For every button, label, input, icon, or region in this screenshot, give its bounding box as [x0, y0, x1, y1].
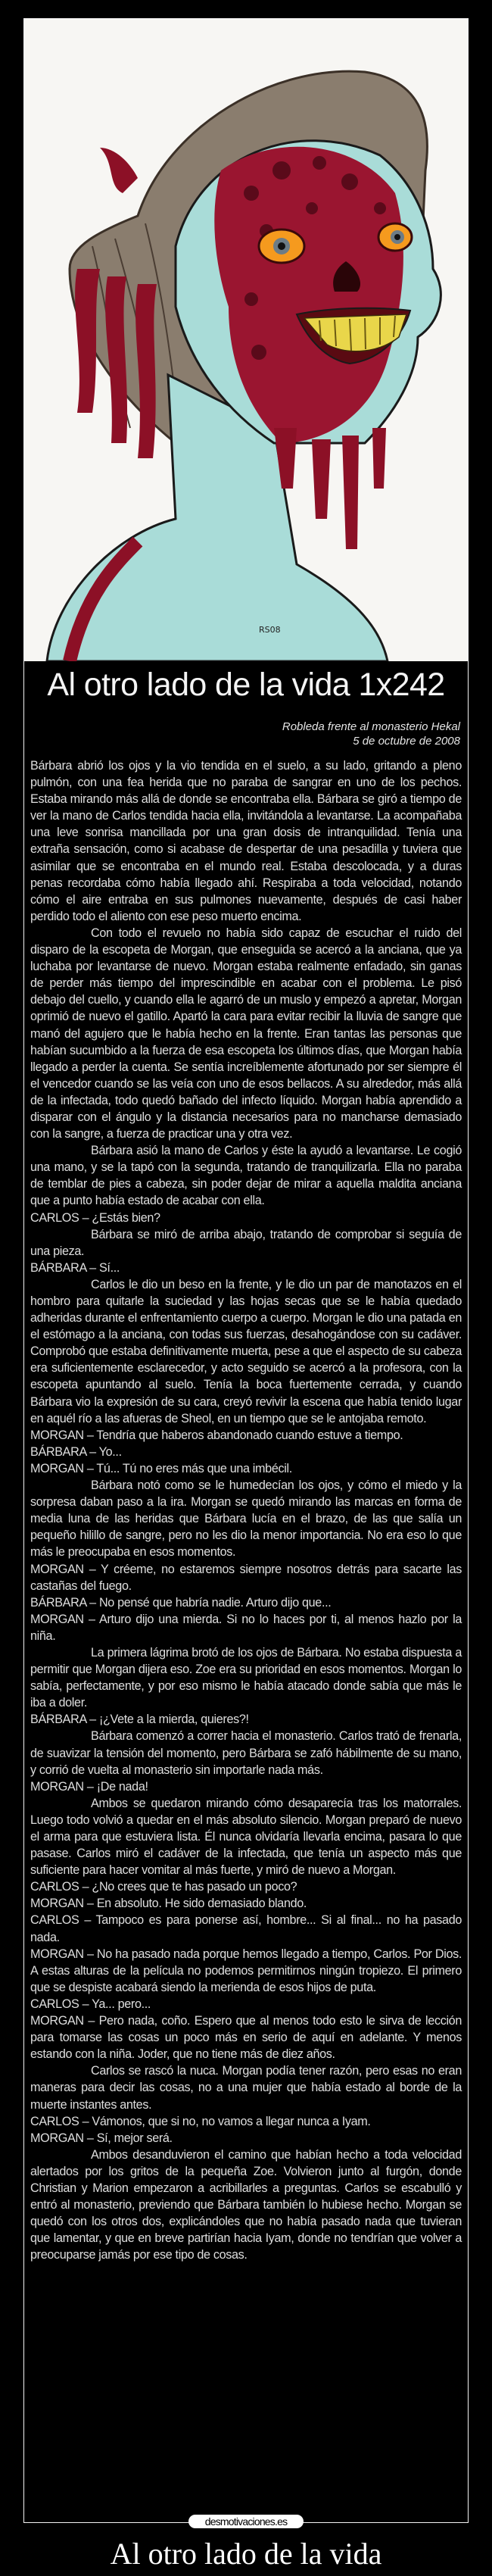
- location: Robleda frente al monasterio Hekal: [282, 720, 460, 733]
- story-paragraph: Bárbara se miró de arriba abajo, tratando de comprobar si seguía de una pieza.: [30, 1227, 462, 1258]
- dialogue-line: CARLOS – Tampoco es para ponerse así, hombre... Si al final... no ha pasado nada.: [30, 1913, 462, 1944]
- location-date: [282, 720, 460, 748]
- story-paragraph: Bárbara abrió los ojos y la vio tendida en el suelo, a su lado, gritando a pleno pulmón, con una fea herida que no paraba de sangrar en uno de los pechos. Estaba mirando más allá de donde se encontraba ella. Bárbara se giró a tiempo de ver la mano de Carlos tendida hacia ella, invitándola a levantarse. La acompañaba una leve sonrisa mancillada por una gran dosis de intranquilidad. Tenía una extraña sensación, como si acabase de despertar de una pesadilla y tuviera que asimilar que se encontraba en el mundo real. Estaba descolocada, y a duras penas recordaba cómo había llegado ahí. Respiraba a toda velocidad, notando cómo el aire entraba en sus pulmones nuevamente, después de casi haber perdido todo el aliento con ese peso muerto encima.: [30, 759, 462, 923]
- dialogue-line: MORGAN – Sí, mejor será.: [30, 2131, 173, 2145]
- story-text: [30, 757, 462, 2263]
- site-logo[interactable]: desmotivaciones.es: [188, 2515, 304, 2528]
- poster-frame: [23, 18, 469, 2523]
- dialogue-line: MORGAN – No ha pasado nada porque hemos llegado a tiempo, Carlos. Por Dios. A estas alturas de la película no podemos permitirnos ningún tropiezo. El primero que se despiste acabará siendo la merienda de esos hijos de puta.: [30, 1947, 462, 1994]
- zombie-woman-drawing: [24, 19, 468, 661]
- dialogue-line: MORGAN – Tú... Tú no eres más que una imbécil.: [30, 1461, 292, 1475]
- artist-signature: RS08: [259, 625, 281, 635]
- dialogue-line: MORGAN – ¡De nada!: [30, 1779, 148, 1794]
- dialogue-line: BÁRBARA – Yo...: [30, 1444, 122, 1459]
- story-paragraph: Bárbara asió la mano de Carlos y éste la ayudó a levantarse. Le cogió una mano, y se la tapó con la segunda, tratando de tranquilizarla. Ella no paraba de temblar de pies a cabeza, sin poder dejar de mirar a aquella maldita anciana que a punto había estado de acabar con ella.: [30, 1144, 462, 1208]
- dialogue-line: MORGAN – Arturo dijo una mierda. Si no lo haces por ti, al menos hazlo por la niña.: [30, 1612, 462, 1643]
- story-paragraph: Bárbara notó como se le humedecían los ojos, y cómo el miedo y la sorpresa daban paso a la ira. Morgan se quedó mirando las marcas en forma de media luna de las heridas que Bárbara lucía en el brazo, de las que salía un pequeño hilillo de sangre, pero no les dio la menor importancia. No era eso lo que más le preocupaba en esos momentos.: [30, 1478, 462, 1560]
- dialogue-line: CARLOS – Vámonos, que si no, no vamos a llegar nunca a Iyam.: [30, 2114, 371, 2128]
- dialogue-line: MORGAN – Y créeme, no estaremos siempre nosotros detrás para sacarte las castañas del fuego.: [30, 1562, 462, 1593]
- date: 5 de octubre de 2008: [353, 735, 460, 748]
- story-paragraph: Con todo el revuelo no había sido capaz de escuchar el ruido del disparo de la escopeta de Morgan, que enseguida se acercó a la anciana, que ya luchaba por levantarse de nuevo. Morgan estaba realmente enfadado, sin ganas de perder más tiempo del imprescindible en acabar con el problema. Le pisó debajo del cuello, y cuando ella le agarró de un muslo y empezó a apretar, Morgan oprimió de nuevo el gatillo. Apartó la cara para evitar recibir la lluvia de sangre que manó del agujero que le había hecho en la frente. Eran tantas las personas que habían sucumbido a la fuerza de esa escopeta los últimos días, que Morgan había llegado a perder la cuenta. Se sentía increíblemente afortunado por ser siempre él el vencedor cuando se las veía con uno de esos bellacos. A su alrededor, más allá de la infectada, todo quedó bañado del infecto líquido. Morgan había aprendido a disparar con el ángulo y la distancia necesarios para no mancharse demasiado con la sangre, a fuerza de practicar una y otra vez.: [30, 926, 462, 1141]
- dialogue-line: CARLOS – ¿No crees que te has pasado un poco?: [30, 1880, 297, 1894]
- dialogue-line: BÁRBARA – Sí...: [30, 1260, 120, 1275]
- dialogue-line: CARLOS – ¿Estás bien?: [30, 1210, 160, 1225]
- page-title: Al otro lado de la vida 1x242: [47, 667, 445, 703]
- story-paragraph: Bárbara comenzó a correr hacia el monasterio. Carlos trató de frenarla, de suavizar la tensión del momento, pero Bárbara se zafó hábilmente de su mano, y corrió de vuelta al monasterio sin importarle nada más.: [30, 1729, 462, 1777]
- dialogue-line: BÁRBARA – ¡¿Vete a la mierda, quieres?!: [30, 1713, 249, 1727]
- dialogue-line: MORGAN – Pero nada, coño. Espero que al menos todo esto le sirva de lección para tomarse las cosas un poco más en serio de aquí en adelante. Y menos estando con la niña. Joder, que no tiene más de diez años.: [30, 2014, 462, 2062]
- dialogue-line: BÁRBARA – No pensé que habría nadie. Arturo dijo que...: [30, 1595, 332, 1610]
- poster-caption: Al otro lado de la vida: [110, 2537, 382, 2571]
- story-paragraph: Ambos desanduvieron el camino que habían hecho a toda velocidad alertados por los gritos de la pequeña Zoe. Volvieron junto al furgón, donde Christian y Marion empezaron a acribillarles a preguntas. Carlos se escabulló y entró al monasterio, previendo que Bárbara también lo hubiese hecho. Morgan se quedó con los otros dos, explicándoles que no había pasado nada que tuvieran que lamentar, y que en breve partirían hacia Iyam, donde no tendrían que volver a preocuparse jamás por ese tipo de cosas.: [30, 2147, 462, 2262]
- story-paragraph: Carlos se rascó la nuca. Morgan podía tener razón, pero esas no eran maneras para decir las cosas, no a una mujer que había estado al borde de la muerte instantes antes.: [30, 2064, 462, 2112]
- story-paragraph: La primera lágrima brotó de los ojos de Bárbara. No estaba dispuesta a permitir que Morgan dijera eso. Zoe era su prioridad en esos momentos. Morgan lo sabía, perfectamente, y por eso mismo le había atacado donde sabía que más le iba a doler.: [30, 1645, 462, 1710]
- zombie-illustration: [24, 19, 468, 661]
- story-paragraph: Carlos le dio un beso en la frente, y le dio un par de manotazos en el hombro para quitarle la suciedad y las hojas secas que se le había quedado adheridas durante el enfrentamiento cuerpo a cuerpo. Morgan le dio una patada en el estómago a la anciana, con todas sus fuerzas, desahogándose con su cadáver. Comprobó que estaba definitivamente muerta, pese a que el aspecto de su cabeza era suficientemente esclarecedor, y acto seguido se acercó a la profesora, con la escopeta apuntando al suelo. Tenía la boca fuertemente cerrada, y cuando Bárbara vio la expresión de su cara, creyó revivir la escena que había tenido lugar en aquél río a las afueras de Sheol, en un tiempo que se le antojaba remoto.: [30, 1277, 462, 1425]
- dialogue-line: MORGAN – Tendría que haberos abandonado cuando estuve a tiempo.: [30, 1428, 403, 1442]
- story-paragraph: Ambos se quedaron mirando cómo desaparecía tras los matorrales. Luego todo volvió a quedar en el más absoluto silencio. Morgan preparó de nuevo el arma para que estuviera lista. Él nunca olvidaría llevarla encima, pasara lo que pasase. Carlos miró el cadáver de la infectada, que tenía un aspecto más que suficiente para hacer vomitar al más fuerte, y miró de nuevo a Morgan.: [30, 1796, 462, 1878]
- dialogue-line: MORGAN – En absoluto. He sido demasiado blando.: [30, 1897, 307, 1911]
- dialogue-line: CARLOS – Ya... pero...: [30, 1997, 151, 2011]
